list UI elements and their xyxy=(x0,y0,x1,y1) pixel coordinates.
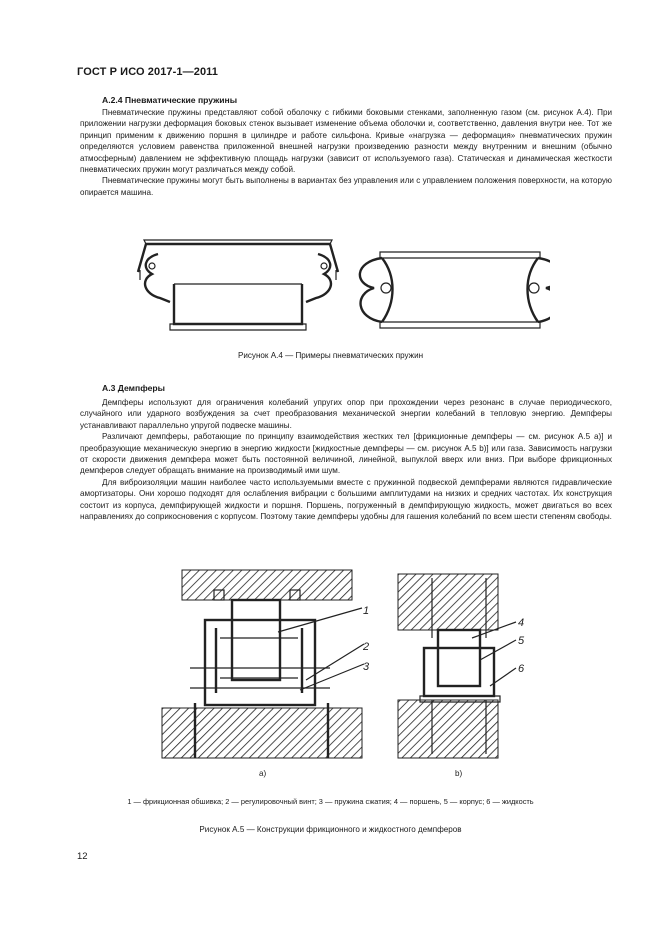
figure-a5-label-b: b) xyxy=(455,769,463,778)
callout-6: 6 xyxy=(518,663,525,675)
document-header: ГОСТ Р ИСО 2017-1—2011 xyxy=(77,66,218,78)
paragraph: Пневматические пружины могут быть выполнены в вариантах без управления или с управлением положения поверхности, на которую опирается машина. xyxy=(80,176,612,197)
callout-2: 2 xyxy=(363,641,370,653)
figure-a5-label-a: а) xyxy=(259,769,267,778)
figure-a4-drawing xyxy=(130,232,550,342)
callout-3: 3 xyxy=(363,661,370,673)
section-a3-body xyxy=(80,397,612,522)
friction-damper xyxy=(162,570,370,758)
page-number: 12 xyxy=(77,851,88,862)
section-a3-heading: А.3 Демпферы xyxy=(102,383,165,393)
figure-a5-drawing xyxy=(150,568,530,768)
callout-4: 4 xyxy=(518,617,525,629)
pneumatic-spring-left xyxy=(138,240,338,330)
callout-1: 1 xyxy=(363,605,370,617)
section-a24-heading: А.2.4 Пневматические пружины xyxy=(102,95,238,105)
paragraph: Пневматические пружины представляют собой оболочку с гибкими боковыми стенками, заполненную газом (см. рисунок А.4). При приложении нагрузки деформация боковых стенок вызывает изменение объема оболочки и, соответственно, давления внутри нее. Тот же принцип применим к движению поршня в цилиндре и работе сильфона. Кривые «нагрузка — деформация» пневматических пружин определяются условием равенства приложенной внешней нагрузки произведению разности между внутренним и внешним (обычно атмосферным) давлением не эффективную площадь нагрузки (зависит от используемого газа). Статическая и динамическая жесткости пневматических пружин могут различаться между собой. xyxy=(80,108,612,175)
paragraph: Демпферы используют для ограничения колебаний упругих опор при прохождении через резонанс в случае периодического, случайного или ударного возбуждения за счет преобразования механической энергии колебаний в тепловую энергию. Демпферы устанавливают параллельно упругой подвеске машины. xyxy=(80,398,612,430)
section-a24-body xyxy=(80,107,612,198)
paragraph: Для виброизоляции машин наиболее часто используемыми вместе с пружинной подвеской демпферами являются гидравлические амортизаторы. Они хорошо подходят для ослабления вибрации с большими амплитудами на низких и средних частотах. Их конструкция состоит из корпуса, демпфирующей жидкости и поршня. Поршень, погруженный в демпфирующую жидкость, может двигаться во всех направлениях до соприкосновения с корпусом. Поэтому такие демпферы удобны для гашения колебаний по всем шести степеням свободы. xyxy=(80,477,612,522)
fluid-damper xyxy=(398,574,525,758)
callout-5: 5 xyxy=(518,635,525,647)
figure-a5-caption: Рисунок А.5 — Конструкции фрикционного и жидкостного демпферов xyxy=(199,825,462,834)
pneumatic-spring-right xyxy=(360,252,550,328)
figure-a4-caption: Рисунок А.4 — Примеры пневматических пружин xyxy=(237,351,424,360)
paragraph: Различают демпферы, работающие по принципу взаимодействия жестких тел [фрикционные демпферы — см. рисунок А.5 а)] и преобразующие механическую энергию в энергию жидкости [жидкостные демпферы — см. рисунок А.5 b)] или газа. Зависимость нагрузки от скорости движения демпфера может быть постоянной величиной, линейной, выпуклой вверх или вниз. При выборе фрикционных демпферов следует обращать внимание на производимый ими шум. xyxy=(80,432,612,476)
figure-a5-legend: 1 — фрикционная обшивка; 2 — регулировочный винт; 3 — пружина сжатия; 4 — поршень, 5 — корпус; 6 — жидкость xyxy=(127,797,534,806)
